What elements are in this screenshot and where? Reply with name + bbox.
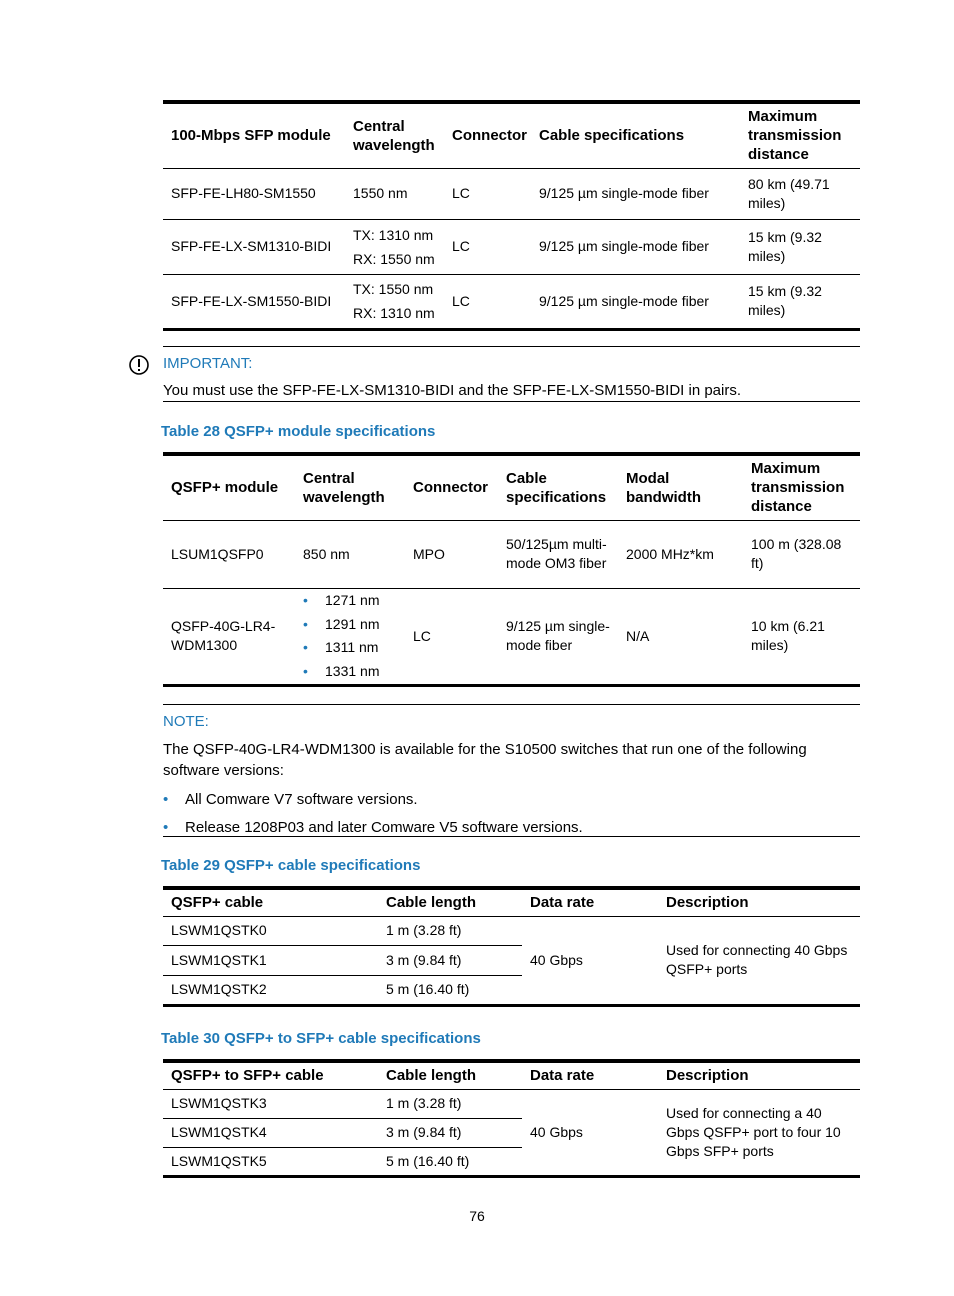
table-cell bbox=[345, 219, 444, 274]
note-text: The QSFP-40G-LR4-WDM1300 is available for the S10500 switches that run one of the following software versions: bbox=[163, 741, 807, 779]
table-cell: LSWM1QSTK3 bbox=[171, 1095, 267, 1111]
table-row bbox=[163, 219, 860, 274]
header-cell: Cable length bbox=[386, 1067, 477, 1085]
table-row bbox=[163, 274, 860, 329]
tx-wavelength: TX: 1310 nm bbox=[353, 226, 434, 243]
header-cell: Maximum transmission distance bbox=[751, 460, 845, 516]
table-cell: LSWM1QSTK5 bbox=[171, 1152, 267, 1169]
header-cell: Cable specifications bbox=[539, 127, 685, 145]
table-cell: 1 m (3.28 ft) bbox=[386, 922, 462, 938]
header-cell: Data rate bbox=[530, 894, 595, 912]
divider bbox=[163, 401, 860, 402]
header-cell: Maximum transmission distance bbox=[748, 108, 842, 164]
table-cell: Used for connecting a 40 Gbps QSFP+ port to four 10 Gbps SFP+ ports bbox=[666, 1104, 841, 1159]
table-cell: 1 m (3.28 ft) bbox=[386, 1095, 462, 1111]
page-number: 76 bbox=[469, 1208, 485, 1224]
divider bbox=[163, 346, 860, 347]
header-cell: QSFP+ module bbox=[171, 479, 279, 497]
header-cell: Cable specifications bbox=[506, 469, 607, 506]
table-cell: LC bbox=[413, 627, 431, 644]
sfp-module-table bbox=[163, 100, 860, 331]
table-cell: 15 km (9.32 miles) bbox=[748, 228, 822, 264]
header-cell: Cable length bbox=[386, 894, 477, 912]
qsfp-module-table bbox=[163, 452, 860, 687]
table-cell: 5 m (16.40 ft) bbox=[386, 981, 470, 997]
table-cell: 3 m (9.84 ft) bbox=[386, 951, 462, 968]
qsfp-sfp-cable-table bbox=[163, 1059, 860, 1178]
wavelength-list-cell bbox=[295, 588, 405, 685]
header-cell: Connector bbox=[452, 127, 527, 145]
table-cell: 2000 MHz*km bbox=[626, 545, 714, 562]
table-cell: LSWM1QSTK1 bbox=[171, 951, 267, 968]
list-item: • 1311 nm bbox=[303, 636, 397, 660]
table-cell: 5 m (16.40 ft) bbox=[386, 1152, 470, 1169]
table-row bbox=[163, 1089, 860, 1118]
table-cell: SFP-FE-LX-SM1310-BIDI bbox=[171, 238, 332, 254]
rx-wavelength: RX: 1310 nm bbox=[353, 305, 435, 321]
table-cell: Used for connecting 40 Gbps QSFP+ ports bbox=[666, 942, 848, 977]
table-cell: MPO bbox=[413, 545, 445, 562]
table-caption: Table 28 QSFP+ module specifications bbox=[161, 423, 436, 440]
header-cell: Central wavelength bbox=[353, 117, 435, 154]
table-cell: LC bbox=[452, 185, 470, 201]
table-row bbox=[163, 916, 860, 945]
rx-wavelength: RX: 1550 nm bbox=[353, 250, 435, 267]
table-cell: 50/125µm multi-mode OM3 fiber bbox=[506, 536, 607, 571]
table-cell: LSUM1QSFP0 bbox=[171, 545, 264, 562]
table-cell: 3 m (9.84 ft) bbox=[386, 1124, 462, 1140]
list-item: • 1271 nm bbox=[303, 589, 397, 613]
table-cell: SFP-FE-LH80-SM1550 bbox=[171, 185, 316, 201]
table-row bbox=[163, 520, 860, 588]
table-caption: Table 29 QSFP+ cable specifications bbox=[161, 857, 421, 874]
table-cell: 9/125 µm single-mode fiber bbox=[539, 185, 709, 201]
table-cell: 10 km (6.21 miles) bbox=[751, 618, 825, 653]
table-cell: LC bbox=[452, 238, 470, 254]
table-cell: LSWM1QSTK0 bbox=[171, 922, 267, 938]
list-item: • 1291 nm bbox=[303, 613, 397, 637]
list-item: • Release 1208P03 and later Comware V5 software versions. bbox=[163, 814, 860, 842]
divider bbox=[163, 704, 860, 705]
header-cell: Description bbox=[666, 1067, 749, 1085]
header-cell: Modal bandwidth bbox=[626, 469, 701, 506]
header-cell: Data rate bbox=[530, 1067, 595, 1085]
table-cell: LSWM1QSTK4 bbox=[171, 1124, 267, 1140]
table-cell: 9/125 µm single-mode fiber bbox=[506, 618, 610, 653]
list-item: • 1331 nm bbox=[303, 660, 397, 684]
table-cell: 40 Gbps bbox=[530, 1123, 583, 1140]
table-cell: LSWM1QSTK2 bbox=[171, 981, 267, 997]
table-cell: 40 Gbps bbox=[530, 951, 583, 968]
table-row bbox=[163, 588, 860, 685]
qsfp-cable-table bbox=[163, 886, 860, 1007]
table-cell bbox=[345, 274, 444, 329]
note-label: NOTE: bbox=[163, 713, 209, 730]
divider bbox=[163, 836, 860, 837]
header-cell: Description bbox=[666, 894, 749, 912]
table-caption: Table 30 QSFP+ to SFP+ cable specifications bbox=[161, 1030, 481, 1047]
table-row bbox=[163, 168, 860, 219]
header-cell: 100-Mbps SFP module bbox=[171, 127, 331, 145]
table-cell: QSFP-40G-LR4-WDM1300 bbox=[171, 618, 276, 653]
note-list bbox=[163, 786, 860, 842]
header-cell: QSFP+ cable bbox=[171, 894, 264, 912]
important-icon bbox=[128, 354, 150, 379]
table-cell: 80 km (49.71 miles) bbox=[748, 175, 830, 211]
important-label: IMPORTANT: bbox=[163, 355, 253, 372]
table-cell: LC bbox=[452, 292, 470, 309]
header-cell: Connector bbox=[413, 479, 488, 497]
list-item: • All Comware V7 software versions. bbox=[163, 786, 860, 814]
header-cell: Central wavelength bbox=[303, 469, 385, 506]
table-cell: 9/125 µm single-mode fiber bbox=[539, 238, 709, 254]
table-cell: N/A bbox=[626, 627, 650, 644]
table-cell: 850 nm bbox=[303, 545, 350, 562]
table-cell: 1550 nm bbox=[353, 185, 408, 201]
table-cell: 100 m (328.08 ft) bbox=[751, 536, 842, 571]
table-cell: 15 km (9.32 miles) bbox=[748, 283, 822, 318]
table-cell: SFP-FE-LX-SM1550-BIDI bbox=[171, 292, 332, 309]
important-text: You must use the SFP-FE-LX-SM1310-BIDI and the SFP-FE-LX-SM1550-BIDI in pairs. bbox=[163, 382, 742, 399]
header-cell: QSFP+ to SFP+ cable bbox=[171, 1067, 324, 1085]
table-cell: 9/125 µm single-mode fiber bbox=[539, 292, 709, 309]
tx-wavelength: TX: 1550 nm bbox=[353, 281, 434, 297]
